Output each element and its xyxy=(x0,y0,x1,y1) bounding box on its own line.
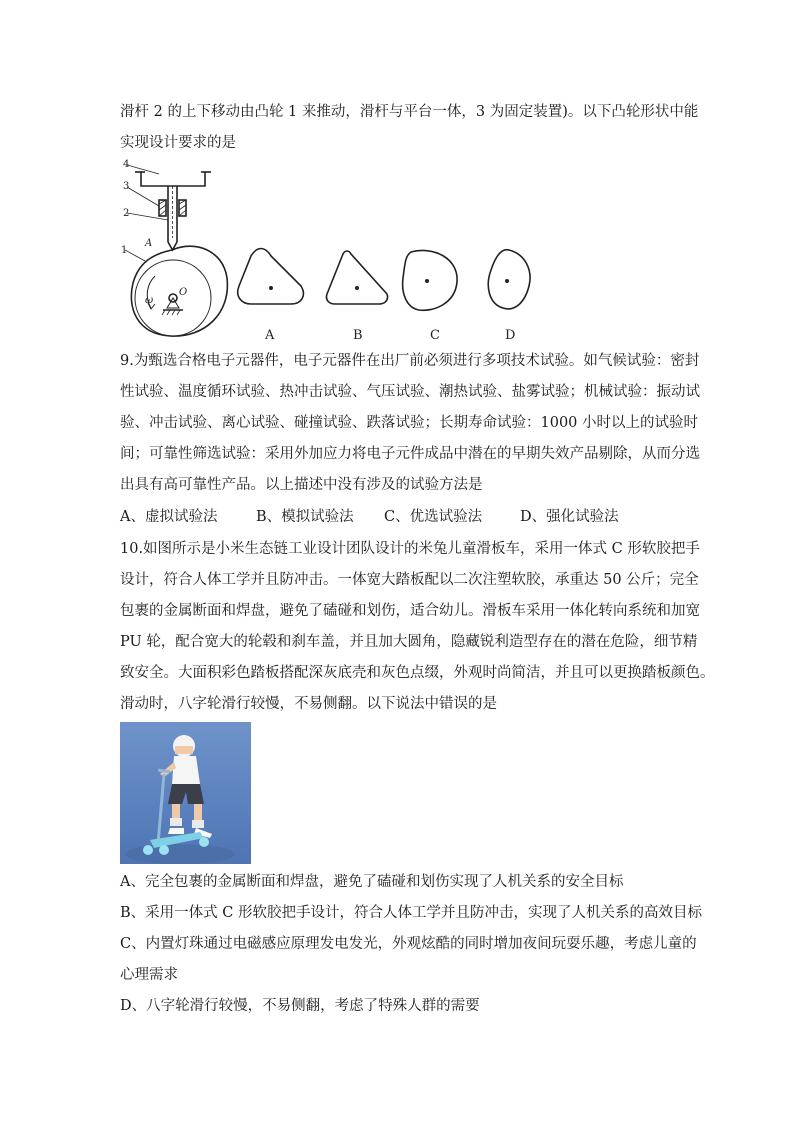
q10-option-c-cont: 心理需求 xyxy=(120,967,178,983)
q9-line-4: 间；可靠性筛选试验：采用外加应力将电子元件成品中潜在的早期失效产品剔除，从而分选 xyxy=(120,446,700,462)
label-2: 2 xyxy=(123,208,130,219)
cam-option-A: A xyxy=(265,328,275,343)
q9-option-c[interactable]: C、优选试验法 xyxy=(384,509,483,525)
label-A: A xyxy=(145,238,153,249)
q10-line-2: 设计，符合人体工学并且防冲击。一体宽大踏板配以二次注塑软胶，承重达 50 公斤；完全 xyxy=(120,572,699,588)
q10-line-4: PU 轮，配合宽大的轮毂和刹车盖，并且加大圆角，隐藏锐利造型存在的潜在危险，细节精 xyxy=(120,634,698,650)
q10-option-d[interactable]: D、八字轮滑行较慢，不易侧翻，考虑了特殊人群的需要 xyxy=(120,998,480,1014)
q9-option-b[interactable]: B、模拟试验法 xyxy=(256,509,354,525)
label-3: 3 xyxy=(123,181,130,192)
cam-option-D: D xyxy=(505,328,516,343)
q9-line-2: 性试验、温度循环试验、热冲击试验、气压试验、潮热试验、盐雾试验；机械试验：振动试 xyxy=(120,384,700,400)
q9-line-5: 出具有高可靠性产品。以上描述中没有涉及的试验方法是 xyxy=(120,477,483,493)
label-1: 1 xyxy=(121,245,128,256)
q9-option-a[interactable]: A、虚拟试验法 xyxy=(120,509,218,525)
q10-line-6: 滑动时，八字轮滑行较慢，不易侧翻。以下说法中错误的是 xyxy=(120,696,497,712)
cam-option-B: B xyxy=(353,328,363,343)
q10-line-5: 致安全。大面积彩色踏板搭配深灰底壳和灰色点缀，外观时尚简洁，并且可以更换踏板颜色。 xyxy=(120,665,715,681)
q10-line-1: 10.如图所示是小米生态链工业设计团队设计的米兔儿童滑板车，采用一体式 C 形软胶把手 xyxy=(120,541,700,557)
label-O: O xyxy=(179,287,188,298)
cam-option-C: C xyxy=(430,328,440,343)
intro-line-1: 滑杆 2 的上下移动由凸轮 1 来推动，滑杆与平台一体，3 为固定装置)。以下凸轮形状中能 xyxy=(120,104,699,120)
scooter-photo xyxy=(120,722,251,864)
label-omega: ω xyxy=(145,295,154,306)
q9-line-1: 9.为甄选合格电子元器件，电子元器件在出厂前必须进行多项技术试验。如气候试验：密封 xyxy=(120,353,700,369)
q9-line-3: 验、冲击试验、离心试验、碰撞试验、跌落试验；长期寿命试验：1000 小时以上的试验时 xyxy=(120,415,699,431)
q10-option-a[interactable]: A、完全包裹的金属断面和焊盘，避免了磕碰和划伤实现了人机关系的安全目标 xyxy=(120,874,624,890)
q9-option-d[interactable]: D、强化试验法 xyxy=(520,509,619,525)
label-4: 4 xyxy=(123,159,130,170)
q10-option-b[interactable]: B、采用一体式 C 形软胶把手设计，符合人体工学并且防冲击，实现了人机关系的高效目标 xyxy=(120,905,702,921)
q10-line-3: 包裹的金属断面和焊盘，避免了磕碰和划伤，适合幼儿。滑板车采用一体化转向系统和加宽 xyxy=(120,603,700,619)
intro-line-2: 实现设计要求的是 xyxy=(120,135,236,151)
cam-figure xyxy=(115,158,545,348)
q10-option-c[interactable]: C、内置灯珠通过电磁感应原理发电发光，外观炫酷的同时增加夜间玩耍乐趣，考虑儿童的 xyxy=(120,936,697,952)
